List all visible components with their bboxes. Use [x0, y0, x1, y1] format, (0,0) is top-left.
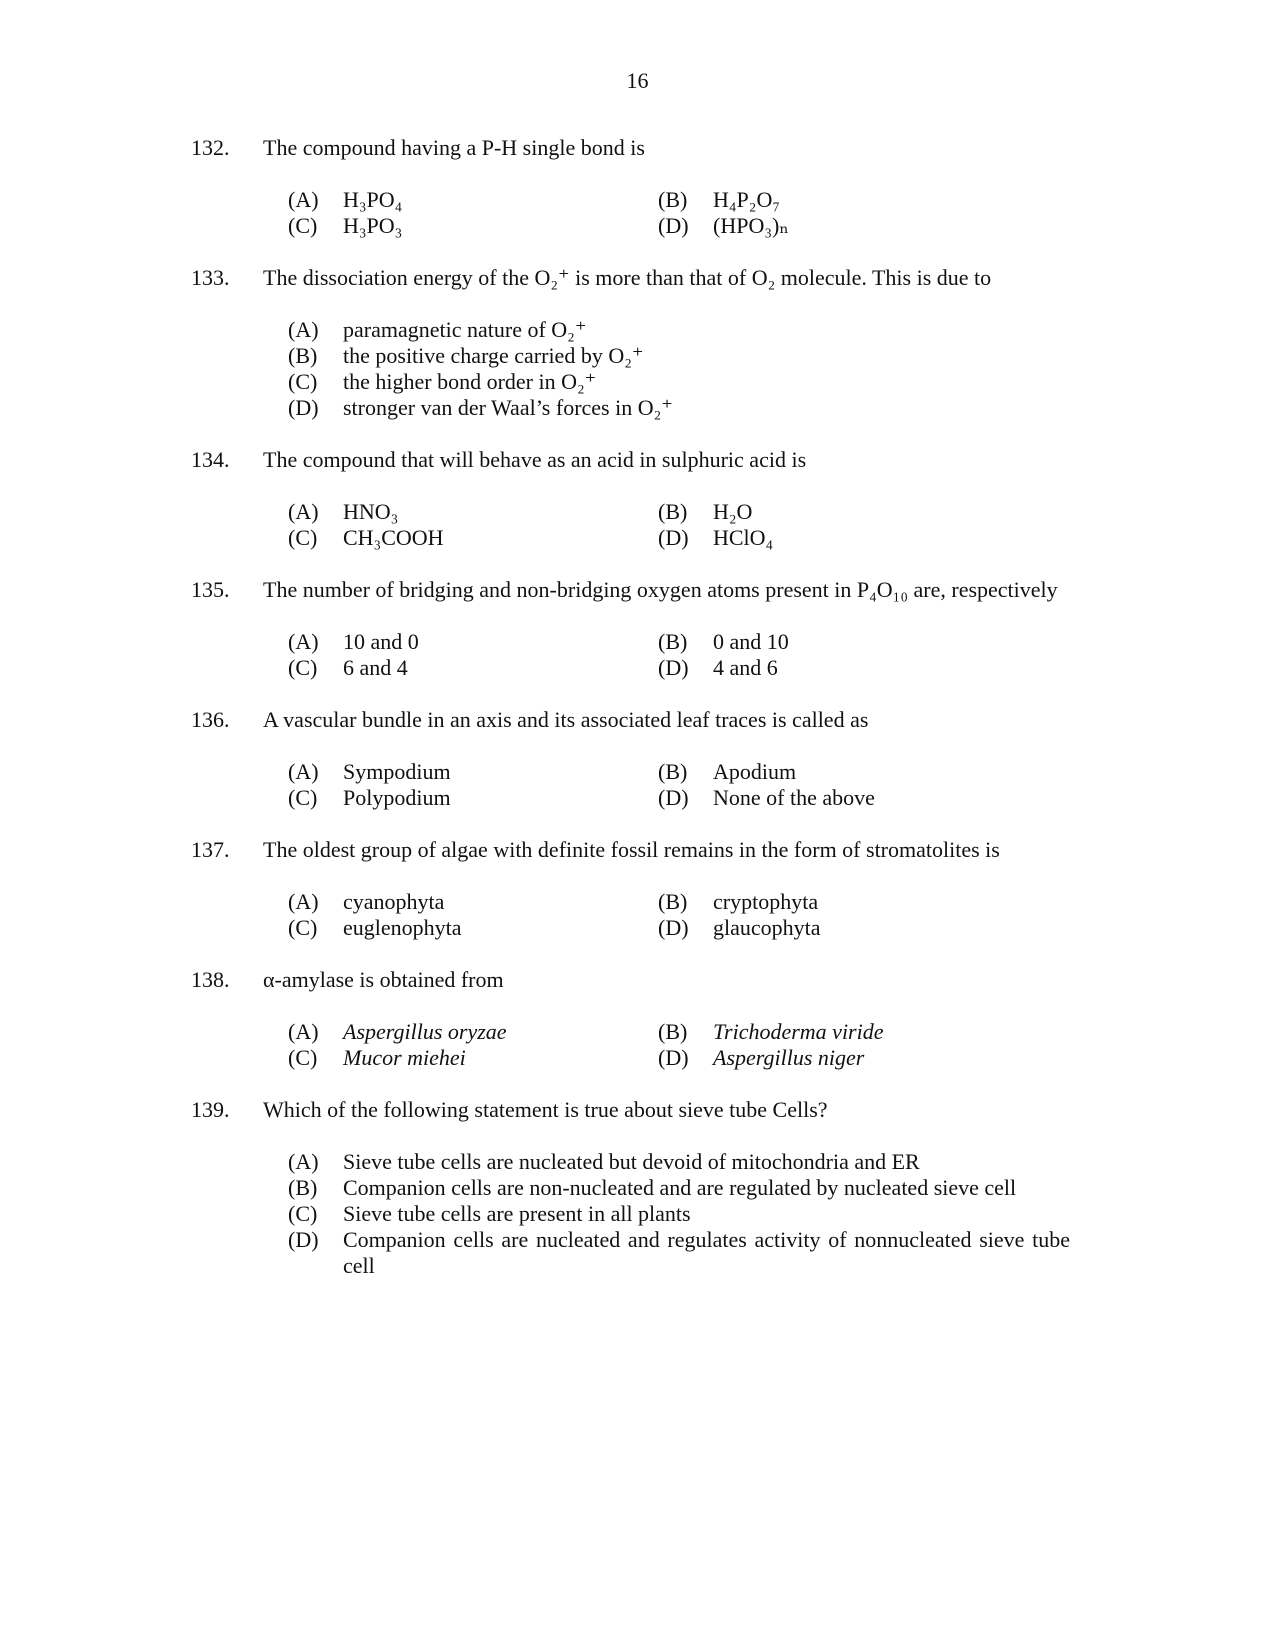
question-133: [0, 265, 1275, 421]
option-c-text: the higher bond order in O₂⁺: [343, 369, 597, 394]
option-a[interactable]: (A) Aspergillus oryzae: [288, 1019, 658, 1045]
options: [288, 499, 1038, 551]
options: [288, 629, 1038, 681]
option-a[interactable]: (A) 10 and 0: [288, 629, 658, 655]
option-b[interactable]: (B) Apodium: [658, 759, 1028, 785]
option-a-text: HNO₃: [343, 499, 399, 524]
option-d-text: 4 and 6: [713, 655, 778, 680]
question-number: 138.: [191, 967, 230, 992]
option-a[interactable]: (A) HNO₃: [288, 499, 658, 525]
option-d[interactable]: (D) HClO₄: [658, 525, 1028, 551]
question-number: 139.: [191, 1097, 230, 1122]
option-d-text: Aspergillus niger: [713, 1045, 865, 1070]
option-d-text: stronger van der Waal’s forces in O₂⁺: [343, 395, 673, 420]
option-a-text: 10 and 0: [343, 629, 419, 654]
option-c[interactable]: (C) the higher bond order in O₂⁺: [288, 369, 1070, 395]
question-stem: Which of the following statement is true about sieve tube Cells?: [263, 1097, 828, 1122]
option-d[interactable]: (D) Aspergillus niger: [658, 1045, 1028, 1071]
question-number: 133.: [191, 265, 230, 290]
option-d[interactable]: (D) stronger van der Waal’s forces in O₂⁺: [288, 395, 1070, 421]
options: [288, 317, 1275, 421]
option-d[interactable]: (D) None of the above: [658, 785, 1028, 811]
option-b[interactable]: (B) cryptophyta: [658, 889, 1028, 915]
option-b-text: 0 and 10: [713, 629, 789, 654]
option-c[interactable]: (C) euglenophyta: [288, 915, 658, 941]
option-b[interactable]: (B) H₄P₂O₇: [658, 187, 1028, 213]
option-a-text: Sieve tube cells are nucleated but devoid of mitochondria and ER: [343, 1149, 920, 1174]
option-a-text: cyanophyta: [343, 889, 445, 914]
option-c-text: CH₃COOH: [343, 525, 444, 550]
option-a-text: Sympodium: [343, 759, 451, 784]
question-stem: The dissociation energy of the O₂⁺ is more than that of O₂ molecule. This is due to: [263, 265, 992, 290]
option-c[interactable]: (C) H₃PO₃: [288, 213, 658, 239]
option-d[interactable]: (D) (HPO₃)ₙ: [658, 213, 1028, 239]
question-137: [0, 837, 1275, 941]
options: [288, 187, 1038, 239]
option-a[interactable]: (A) cyanophyta: [288, 889, 658, 915]
option-a[interactable]: (A) H₃PO₄: [288, 187, 658, 213]
option-c[interactable]: (C) Sieve tube cells are present in all plants: [288, 1201, 1070, 1227]
option-d[interactable]: (D) Companion cells are nucleated and regulates activity of nonnucleated sieve tube cell: [288, 1227, 1070, 1278]
question-stem: The compound having a P-H single bond is: [263, 135, 645, 160]
option-d-text: glaucophyta: [713, 915, 821, 940]
question-135: [0, 577, 1275, 681]
option-d-text: None of the above: [713, 785, 875, 810]
question-132: [0, 135, 1275, 239]
option-c[interactable]: (C) Polypodium: [288, 785, 658, 811]
option-b[interactable]: (B) H₂O: [658, 499, 1028, 525]
option-a-text: Aspergillus oryzae: [343, 1019, 507, 1044]
options: [288, 889, 1038, 941]
option-b[interactable]: (B) the positive charge carried by O₂⁺: [288, 343, 1070, 369]
question-stem: The number of bridging and non-bridging oxygen atoms present in P₄O₁₀ are, respectively: [263, 577, 1058, 602]
option-c-text: euglenophyta: [343, 915, 462, 940]
question-number: 136.: [191, 707, 230, 732]
question-number: 132.: [191, 135, 230, 160]
option-c-text: Sieve tube cells are present in all plants: [343, 1201, 691, 1226]
options: [288, 1149, 1275, 1279]
question-136: [0, 707, 1275, 811]
option-c[interactable]: (C) Mucor miehei: [288, 1045, 658, 1071]
option-b[interactable]: (B) Companion cells are non-nucleated and are regulated by nucleated sieve cell: [288, 1175, 1070, 1201]
question-138: [0, 967, 1275, 1071]
option-b-text: Apodium: [713, 759, 797, 784]
option-d-text: (HPO₃)ₙ: [713, 213, 789, 238]
option-c[interactable]: (C) 6 and 4: [288, 655, 658, 681]
question-number: 137.: [191, 837, 230, 862]
question-number: 134.: [191, 447, 230, 472]
option-a-text: paramagnetic nature of O₂⁺: [343, 317, 587, 342]
option-c-text: Mucor miehei: [343, 1045, 466, 1070]
option-c[interactable]: (C) CH₃COOH: [288, 525, 658, 551]
question-list: [0, 135, 1275, 1305]
option-b-text: H₂O: [713, 499, 753, 524]
page-number: 16: [626, 68, 649, 93]
question-stem: α-amylase is obtained from: [263, 967, 504, 992]
option-d[interactable]: (D) glaucophyta: [658, 915, 1028, 941]
options: [288, 1019, 1038, 1071]
question-stem: A vascular bundle in an axis and its associated leaf traces is called as: [263, 707, 869, 732]
option-a[interactable]: (A) Sieve tube cells are nucleated but devoid of mitochondria and ER: [288, 1149, 1070, 1175]
option-a[interactable]: (A) paramagnetic nature of O₂⁺: [288, 317, 1070, 343]
question-134: [0, 447, 1275, 551]
question-number: 135.: [191, 577, 230, 602]
option-b[interactable]: (B) 0 and 10: [658, 629, 1028, 655]
question-stem: The oldest group of algae with definite fossil remains in the form of stromatolites is: [263, 837, 1000, 862]
question-stem: The compound that will behave as an acid in sulphuric acid is: [263, 447, 807, 472]
option-c-text: 6 and 4: [343, 655, 408, 680]
option-b-text: Trichoderma viride: [713, 1019, 884, 1044]
option-b[interactable]: (B) Trichoderma viride: [658, 1019, 1028, 1045]
option-a-text: H₃PO₄: [343, 187, 403, 212]
option-d-text: HClO₄: [713, 525, 774, 550]
option-c-text: Polypodium: [343, 785, 451, 810]
option-d[interactable]: (D) 4 and 6: [658, 655, 1028, 681]
option-b-text: Companion cells are non-nucleated and are regulated by nucleated sieve cell: [343, 1175, 1017, 1200]
option-b-text: the positive charge carried by O₂⁺: [343, 343, 644, 368]
option-b-text: H₄P₂O₇: [713, 187, 781, 212]
option-b-text: cryptophyta: [713, 889, 819, 914]
question-139: [0, 1097, 1275, 1279]
option-a[interactable]: (A) Sympodium: [288, 759, 658, 785]
option-c-text: H₃PO₃: [343, 213, 403, 238]
option-d-text: Companion cells are nucleated and regulates activity of nonnucleated sieve tube cell: [343, 1227, 1070, 1278]
options: [288, 759, 1038, 811]
